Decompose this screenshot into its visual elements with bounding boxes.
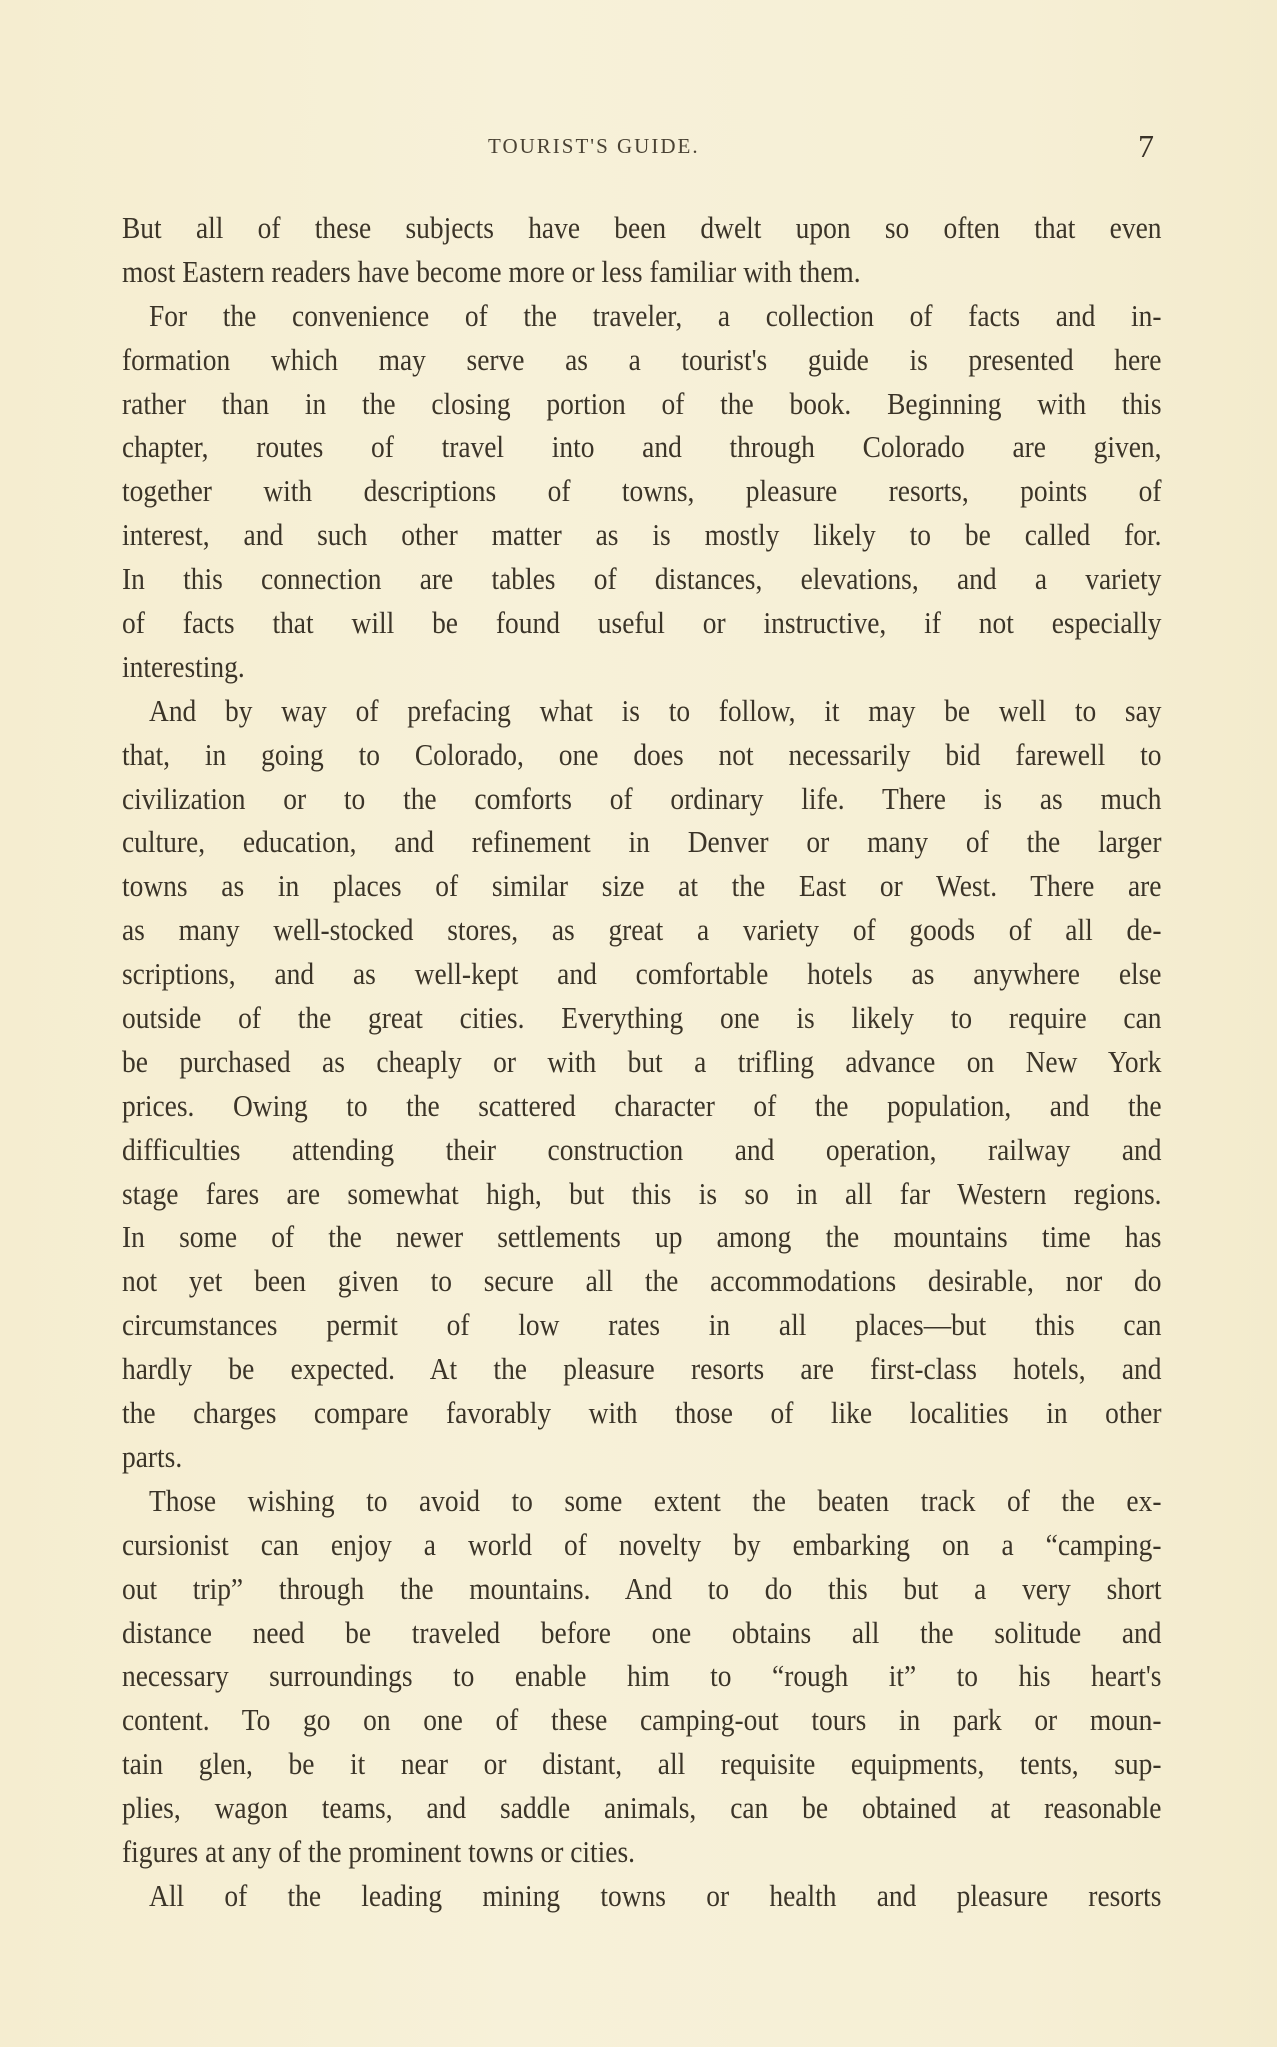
text-line: the charges compare favorably with those of like localities in other	[122, 1396, 1162, 1431]
text-line: out trip” through the mountains. And to do this but a very short	[122, 1571, 1162, 1606]
text-line: together with descriptions of towns, pleasure resorts, points of	[122, 474, 1162, 509]
text-line: For the convenience of the traveler, a collection of facts and in-	[149, 298, 1162, 333]
text-line: interesting.	[122, 649, 245, 684]
text-line: prices. Owing to the scattered character of the population, and the	[122, 1088, 1162, 1123]
text-line: figures at any of the prominent towns or cities.	[122, 1834, 636, 1869]
text-line: In this connection are tables of distances, elevations, and a variety	[122, 562, 1162, 597]
text-line: In some of the newer settlements up among the mountains time has	[122, 1220, 1162, 1255]
text-line: most Eastern readers have become more or less familiar with them.	[122, 254, 861, 289]
text-line: parts.	[122, 1439, 183, 1474]
text-line: rather than in the closing portion of the book. Beginning with this	[122, 386, 1162, 421]
text-line: content. To go on one of these camping-out tours in park or moun-	[122, 1703, 1162, 1738]
text-line: tain glen, be it near or distant, all requisite equipments, tents, sup-	[122, 1747, 1162, 1782]
text-line: interest, and such other matter as is mostly likely to be called for.	[122, 518, 1162, 553]
text-line: civilization or to the comforts of ordinary life. There is as much	[122, 781, 1162, 816]
running-head	[0, 128, 1277, 168]
text-line: of facts that will be found useful or instructive, if not especially	[122, 606, 1162, 641]
text-line: outside of the great cities. Everything one is likely to require can	[122, 1001, 1162, 1036]
text-line: But all of these subjects have been dwelt upon so often that even	[122, 211, 1162, 245]
text-line: culture, education, and refinement in Denver or many of the larger	[122, 825, 1162, 860]
page-number: 7	[1138, 128, 1154, 164]
body-text	[122, 207, 1162, 1919]
text-line: that, in going to Colorado, one does not necessarily bid farewell to	[122, 737, 1162, 772]
text-line: necessary surroundings to enable him to “rough it” to his heart's	[122, 1659, 1162, 1694]
text-line: difficulties attending their construction and operation, railway and	[122, 1132, 1162, 1167]
text-line: as many well-stocked stores, as great a variety of goods of all de-	[122, 913, 1162, 948]
text-line: stage fares are somewhat high, but this is so in all far Western regions.	[122, 1176, 1162, 1211]
text-line: plies, wagon teams, and saddle animals, can be obtained at reasonable	[122, 1791, 1162, 1826]
text-line: be purchased as cheaply or with but a trifling advance on New York	[122, 1044, 1162, 1079]
text-line: distance need be traveled before one obtains all the solitude and	[122, 1615, 1162, 1650]
text-line: formation which may serve as a tourist's guide is presented here	[122, 342, 1162, 377]
text-line: And by way of prefacing what is to follow, it may be well to say	[149, 693, 1162, 728]
text-line: hardly be expected. At the pleasure resorts are first-class hotels, and	[122, 1352, 1162, 1387]
text-line: scriptions, and as well-kept and comfortable hotels as anywhere else	[122, 957, 1162, 992]
text-line: towns as in places of similar size at the East or West. There are	[122, 869, 1162, 904]
text-line: Those wishing to avoid to some extent the beaten track of the ex-	[149, 1483, 1162, 1518]
text-line: cursionist can enjoy a world of novelty by embarking on a “camping-	[122, 1527, 1162, 1562]
text-line: circumstances permit of low rates in all places—but this can	[122, 1308, 1162, 1343]
running-head-title: TOURIST'S GUIDE.	[488, 134, 700, 158]
text-line: not yet been given to secure all the accommodations desirable, nor do	[122, 1264, 1162, 1299]
text-line: All of the leading mining towns or health and pleasure resorts	[149, 1878, 1162, 1913]
text-line: chapter, routes of travel into and through Colorado are given,	[122, 430, 1162, 465]
